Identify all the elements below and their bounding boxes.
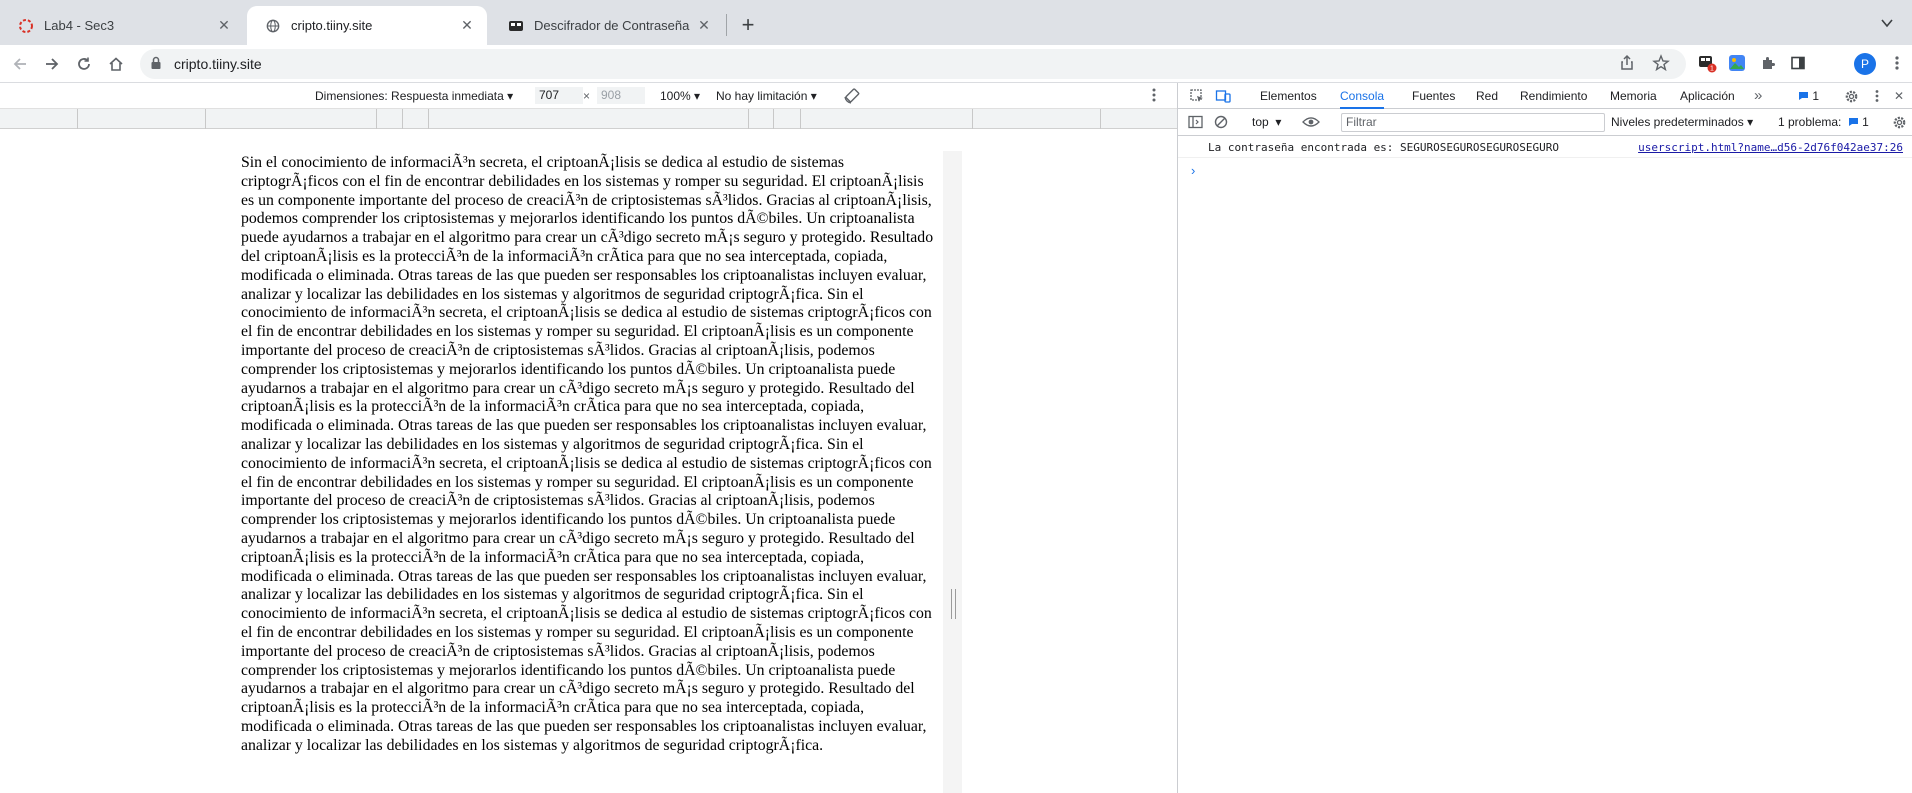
more-tabs-icon[interactable]: » <box>1754 87 1763 104</box>
devtools-panel <box>1177 83 1912 793</box>
dimensions-dropdown[interactable]: Dimensiones: Respuesta inmediata ▾ <box>315 89 514 103</box>
loading-ring-icon <box>18 18 34 34</box>
close-icon[interactable]: ✕ <box>1893 89 1905 103</box>
kebab-menu-icon[interactable] <box>1152 87 1156 106</box>
problems-count: 1 <box>1862 115 1869 129</box>
browser-toolbar <box>0 45 1912 83</box>
tab-red[interactable]: Red <box>1476 89 1499 103</box>
extension-app-icon <box>508 18 524 34</box>
context-dropdown[interactable]: top ▾ <box>1252 115 1282 129</box>
console-prompt[interactable]: › <box>1191 163 1196 178</box>
context-label: top <box>1252 115 1269 129</box>
console-source-link[interactable]: userscript.html?name…d56-2d76f042ae37:26 <box>1638 141 1903 154</box>
gear-icon[interactable] <box>1842 87 1860 105</box>
page-viewport <box>0 129 1177 793</box>
reload-icon[interactable] <box>72 52 96 76</box>
photos-extension-icon[interactable] <box>1727 53 1747 73</box>
zoom-label: 100% <box>660 89 691 103</box>
home-icon[interactable] <box>104 52 128 76</box>
console-filter-input[interactable]: Filtrar <box>1341 113 1605 132</box>
inspect-element-icon[interactable] <box>1188 87 1206 105</box>
console-toolbar <box>1178 109 1912 136</box>
resize-handle[interactable] <box>951 589 956 619</box>
tab-lab4[interactable] <box>0 6 244 45</box>
back-icon[interactable] <box>8 52 32 76</box>
throttle-label: No hay limitación <box>716 89 808 103</box>
address-bar[interactable] <box>140 49 1686 79</box>
issues-badge[interactable] <box>1798 83 1819 109</box>
message-icon <box>1798 91 1809 101</box>
sidebar-toggle-icon[interactable] <box>1186 113 1204 131</box>
devtools-tabs <box>1178 83 1912 109</box>
kebab-menu-icon[interactable] <box>1887 53 1907 73</box>
tab-cripto[interactable] <box>247 6 487 45</box>
issues-count: 1 <box>1812 89 1820 103</box>
side-panel-icon[interactable] <box>1788 53 1808 73</box>
width-input[interactable]: 707 <box>535 87 583 104</box>
eye-icon[interactable] <box>1302 113 1320 131</box>
clear-console-icon[interactable] <box>1212 113 1230 131</box>
lock-icon[interactable] <box>150 56 162 73</box>
throttle-dropdown[interactable]: No hay limitación ▾ <box>716 89 817 103</box>
viewport-scrollbar[interactable] <box>943 151 962 793</box>
height-input[interactable]: 908 <box>597 87 645 104</box>
gear-icon[interactable] <box>1890 113 1908 131</box>
tab-descifrador[interactable] <box>490 6 724 45</box>
tab-separator <box>726 14 727 36</box>
forward-icon[interactable] <box>40 52 64 76</box>
problems-indicator[interactable] <box>1778 109 1869 136</box>
tab-strip <box>0 0 1912 45</box>
dimensions-label: Dimensiones: Respuesta inmediata <box>315 89 504 103</box>
tab-fuentes[interactable]: Fuentes <box>1412 89 1456 103</box>
tab-title: cripto.tiiny.site <box>291 18 373 33</box>
tab-elementos[interactable]: Elementos <box>1260 89 1317 103</box>
message-icon <box>1848 117 1859 127</box>
tab-consola[interactable]: Consola <box>1340 83 1384 109</box>
star-icon[interactable] <box>1652 54 1670 75</box>
tab-memoria[interactable]: Memoria <box>1610 89 1657 103</box>
url-text[interactable]: cripto.tiiny.site <box>174 56 262 72</box>
share-icon[interactable] <box>1618 54 1636 75</box>
extension-badge-count: 1 <box>1710 65 1714 73</box>
close-icon[interactable]: ✕ <box>698 17 710 33</box>
media-query-ruler[interactable] <box>0 109 1177 129</box>
tab-rendimiento[interactable]: Rendimiento <box>1520 89 1588 103</box>
close-icon[interactable]: ✕ <box>461 17 473 33</box>
dimension-times: × <box>583 89 591 103</box>
chevron-down-icon[interactable] <box>1876 12 1898 34</box>
tab-title: Lab4 - Sec3 <box>44 18 115 33</box>
avatar[interactable]: P <box>1854 53 1876 75</box>
page-text: Sin el conocimiento de informaciÃ³n secreta, el criptoanÃ¡lisis se dedica al estudio de sistemas criptogrÃ¡ficos con el fin de encontrar debilidades en los sistemas y romper su seguridad. El criptoanÃ¡lisis es un componente importante del proceso de creaciÃ³n de criptosistemas sÃ³lidos. Gracias al criptoanÃ¡lisis, podemos comprender los criptosistemas y mejorarlos identificando los puntos dÃ©biles. Un criptoanalista puede ayudarnos a trabajar en el algoritmo para crear un cÃ³digo secreto mÃ¡s seguro y protegido. Resultado del criptoanÃ¡lisis es la protecciÃ³n de la informaciÃ³n crÃtica para que no sea interceptada, copiada, modificada o eliminada. Otras tareas de las que pueden ser responsables los criptoanalistas incluyen evaluar, analizar y localizar las debilidades en los sistemas y algoritmos de seguridad criptogrÃ¡fica. Sin el conocimiento de informaciÃ³n secreta, el criptoanÃ¡lisis se dedica al estudio de sistemas criptogrÃ¡ficos con el fin de encontrar debilidades en los sistemas y romper su seguridad. El criptoanÃ¡lisis es un componente importante del proceso de creaciÃ³n de criptosistemas sÃ³lidos. Gracias al criptoanÃ¡lisis, podemos comprender los criptosistemas y mejorarlos identificando los puntos dÃ©biles. Un criptoanalista puede ayudarnos a trabajar en el algoritmo para crear un cÃ³digo secreto mÃ¡s seguro y protegido. Resultado del criptoanÃ¡lisis es la protecciÃ³n de la informaciÃ³n crÃtica para que no sea interceptada, copiada, modificada o eliminada. Otras tareas de las que pueden ser responsables los criptoanalistas incluyen evaluar, analizar y localizar las debilidades en los sistemas y algoritmos de seguridad criptogrÃ¡fica. Sin el conocimiento de informaciÃ³n secreta, el criptoanÃ¡lisis se dedica al estudio de sistemas criptogrÃ¡ficos con el fin de encontrar debilidades en los sistemas y romper su seguridad. El criptoanÃ¡lisis es un componente importante del proceso de creaciÃ³n de criptosistemas sÃ³lidos. Gracias al criptoanÃ¡lisis, podemos comprender los criptosistemas y mejorarlos identificando los puntos dÃ©biles. Un criptoanalista puede ayudarnos a trabajar en el algoritmo para crear un cÃ³digo secreto mÃ¡s seguro y protegido. Resultado del criptoanÃ¡lisis es la protecciÃ³n de la informaciÃ³n crÃtica para que no sea interceptada, copiada, modificada o eliminada. Otras tareas de las que pueden ser responsables los criptoanalistas incluyen evaluar, analizar y localizar las debilidades en los sistemas y algoritmos de seguridad criptogrÃ¡fica. Sin el conocimiento de informaciÃ³n secreta, el criptoanÃ¡lisis se dedica al estudio de sistemas criptogrÃ¡ficos con el fin de encontrar debilidades en los sistemas y romper su seguridad. El criptoanÃ¡lisis es un componente importante del proceso de creaciÃ³n de criptosistemas sÃ³lidos. Gracias al criptoanÃ¡lisis, podemos comprender los criptosistemas y mejorarlos identificando los puntos dÃ©biles. Un criptoanalista puede ayudarnos a trabajar en el algoritmo para crear un cÃ³digo secreto mÃ¡s seguro y protegido. Resultado del criptoanÃ¡lisis es la protecciÃ³n de la informaciÃ³n crÃtica para que no sea interceptada, copiada, modificada o eliminada. Otras tareas de las que pueden ser responsables los criptoanalistas incluyen evaluar, analizar y localizar las debilidades en los sistemas y algoritmos de seguridad criptogrÃ¡fica. <box>241 154 934 754</box>
rotate-icon[interactable] <box>843 87 861 108</box>
log-levels-label: Niveles predeterminados <box>1611 115 1744 129</box>
globe-icon <box>265 18 281 34</box>
zoom-dropdown[interactable]: 100% ▾ <box>660 89 701 103</box>
device-toggle-icon[interactable] <box>1214 87 1232 105</box>
kebab-menu-icon[interactable] <box>1868 87 1886 105</box>
device-toolbar <box>0 83 1177 109</box>
tab-aplicacion[interactable]: Aplicación <box>1680 89 1735 103</box>
problems-label: 1 problema: <box>1778 115 1842 129</box>
console-message-row <box>1178 136 1912 158</box>
console-message-text: La contraseña encontrada es: SEGUROSEGUROSEGUROSEGURO <box>1208 141 1559 154</box>
tab-title: Descifrador de Contraseña <box>534 18 690 33</box>
extension-badge-icon[interactable] <box>1697 53 1717 73</box>
close-icon[interactable]: ✕ <box>218 17 230 33</box>
puzzle-icon[interactable] <box>1758 53 1778 73</box>
log-levels-dropdown[interactable]: Niveles predeterminados ▾ <box>1611 115 1754 129</box>
new-tab-icon[interactable]: + <box>741 12 755 37</box>
